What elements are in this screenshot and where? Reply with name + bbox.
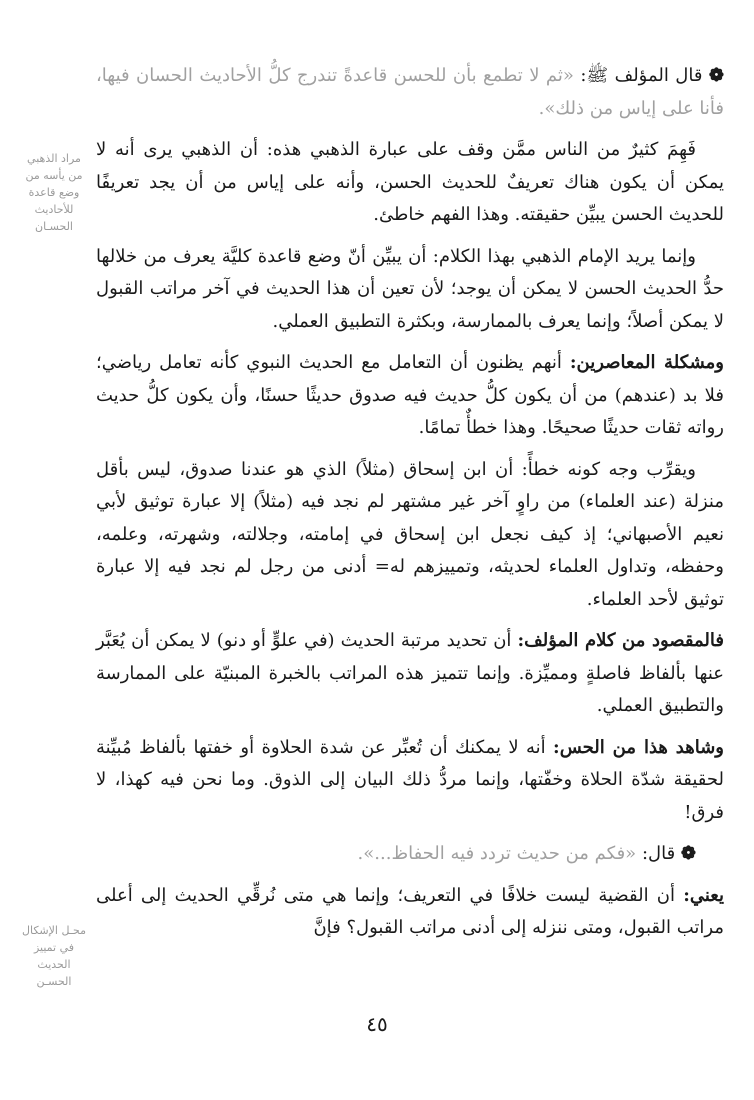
margin-note-dhahabi-intent: مراد الذهبي من يأسه من وضع قاعدة للأحاديث الحسـان — [25, 152, 83, 233]
paragraph-body: أن القضية ليست خلافًا في التعريف؛ وإنما هي متى نُرقِّي الحديث إلى أعلى مراتب القبول، ومتى ننزله إلى أدنى مراتب القبول؟ فإنَّ — [96, 884, 724, 938]
quote-text: «فكم من حديث تردد فيه الحفاظ...». — [357, 843, 637, 864]
page-number: ٤٥ — [366, 1012, 388, 1036]
paragraph-lead: ومشكلة المعاصرين: — [569, 352, 724, 373]
paragraph-body: أنه لا يمكنك أن تُعبِّر عن شدة الحلاوة أو خفتها بألفاظ مُبيِّنة لحقيقة شدّة الحلاة وخفّتها، وإنما مردُّ ذلك البيان إلى الذوق. وما نحن فيه كهذا، لا فرق! — [96, 736, 724, 823]
quote-text: «ثم لا تطمع بأن للحسن قاعدةً تندرج كلُّ الأحاديث الحسان فيها، فأنا على إياس من ذلك». — [96, 65, 724, 119]
quote-intro: قال: — [641, 843, 676, 864]
paragraph-author-intent — [96, 625, 724, 723]
author-quote-paragraph: ❁ قال المؤلف ﷺ: «ثم لا تطمع بأن للحسن قاعدةً تندرج كلُّ الأحاديث الحسان فيها، فأنا على إياس من ذلك». — [96, 65, 724, 119]
paragraph-contemporaries-problem — [96, 347, 724, 445]
paragraph-lead: يعني: — [683, 884, 724, 906]
paragraph-body: أن تحديد مرتبة الحديث (في علوٍّ أو دنو) لا يمكن أن يُعَبَّر عنها بألفاظ فاصلةٍ ومميِّزة. وإنما تتميز هذه المراتب بالخبرة المبنيّة على الممارسة والتطبيق العملي. — [96, 630, 724, 716]
honorific-symbol: ﷺ — [586, 65, 609, 86]
flower-mark-icon: ❁ — [680, 843, 696, 864]
paragraph-sense-evidence — [96, 732, 724, 830]
paragraph-lead: فالمقصود من كلام المؤلف: — [517, 630, 724, 651]
paragraph-meaning — [96, 880, 724, 945]
main-text-block — [96, 60, 724, 954]
flower-mark-icon: ❁ — [708, 65, 724, 86]
paragraph-intended-meaning: وإنما يريد الإمام الذهبي بهذا الكلام: أن يبيِّن أنّ وضع قاعدة كليَّة يعرف من خلالها حدُّ الحديث الحسن لا يمكن أن يوجد؛ لأن تعين أن هذا الحديث في آخر مراتب القبول لا يمكن أصلاً؛ وإنما يعرف بالممارسة، وبكثرة التطبيق العملي. — [96, 245, 724, 332]
paragraph-lead: وشاهد هذا من الحس: — [553, 736, 725, 758]
second-quote-paragraph — [96, 838, 724, 871]
paragraph-body: أنهم يظنون أن التعامل مع الحديث النبوي كأنه تعامل رياضي؛ فلا بد (عندهم) من أن يكون كلُّ حديث فيه صدوق حديثًا حسنًا، وأن يكون كلُّ حديث رواته ثقات حديثًا صحيحًا. وهذا خطأٌ تمامًا. — [96, 352, 724, 438]
margin-note-problem-location: محـل الإشكال في تمييز الحديث الحسـن — [21, 924, 86, 988]
paragraph-ibn-ishaq-example: ويقرِّب وجه كونه خطأً: أن ابن إسحاق (مثلاً) الذي هو عندنا صدوق، ليس بأقل منزلة (عند العلماء) من راوٍ آخر غير مشتهر لم نجد فيه (مثلاً) إلا عبارة توثيق لأبي نعيم الأصبهاني؛ إذ كيف نجعل ابن إسحاق في إمامته، وجلالته، وشهرته، وعلمه، وحفظه، وتداول العلماء لحديثه، وتمييزهم له= أدنى من رجل لم نجد فيه إلا عبارة توثيق لأحد العلماء. — [96, 458, 724, 610]
quote-intro: قال المؤلف — [614, 65, 703, 86]
paragraph-misunderstanding: فَهِمَ كثيرٌ من الناس ممَّن وقف على عبارة الذهبي هذه: أن الذهبي يرى أنه لا يمكن أن يكون هناك تعريفٌ للحديث الحسن، وأنه على إياس من أن يجد تعريفًا للحديث الحسن يبيِّن حقيقته. وهذا الفهم خاطئ. — [96, 139, 724, 225]
